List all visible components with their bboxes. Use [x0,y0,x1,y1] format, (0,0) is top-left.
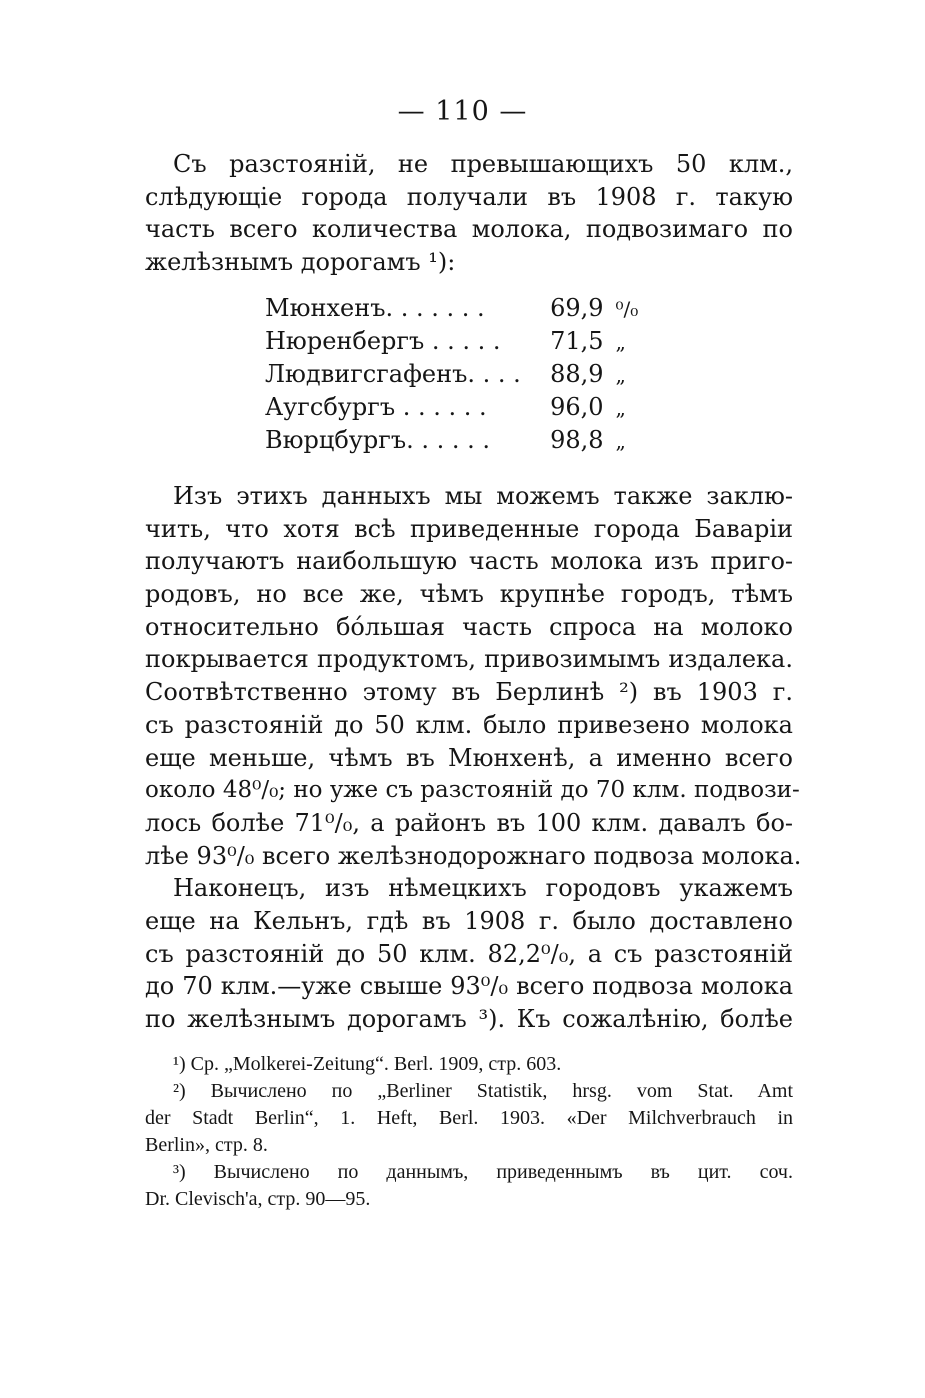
city-milk-share-table [265,292,665,457]
text-line: желѣзнымъ дорогамъ ¹): [145,248,456,277]
text-line: Съ разстояній, не превышающихъ 50 клм., [173,150,793,178]
city-unit: ⁰/₀ [615,297,639,321]
footnotes [145,1051,793,1213]
intro-paragraph [145,148,793,279]
text-line: Изъ этихъ данныхъ мы можемъ также заклю- [173,482,793,510]
city-unit: „ [615,363,626,387]
page-number: — 110 — [397,96,528,127]
footnote-line: ¹) Ср. „Molkerei-Zeitung“. Berl. 1909, стр. 603. [173,1053,562,1075]
table-row [265,391,665,424]
text-line: Соотвѣтственно этому въ Берлинѣ ²) въ 1903 г. [145,678,793,707]
text-line: еще на Кельнъ, гдѣ въ 1908 г. было доставлено [145,906,793,935]
city-value: 98,8 [550,426,604,454]
text-line: слѣдующіе города получали въ 1908 г. такую [145,182,793,211]
footnote-line: der Stadt Berlin“, 1. Heft, Berl. 1903. «Der Milchverbrauch in [145,1107,793,1129]
text-line: еще меньше, чѣмъ въ Мюнхенѣ, а именно всего [145,743,793,772]
text-line: лѣе 93⁰/₀ всего желѣзнодорожнаго подвоза молока. [145,841,802,870]
city-name: Нюренбергъ . . . . . [265,327,501,355]
text-line: покрывается продуктомъ, привозимымъ издалека. [145,645,793,674]
table-row [265,358,665,391]
text-line: относительно бо́льшая часть спроса на молоко [145,612,793,641]
city-name: Мюнхенъ. . . . . . . [265,294,485,322]
footnote-line: ²) Вычислено по „Berliner Statistik, hrsg. vom Stat. Amt [173,1080,793,1102]
text-line: лось болѣе 71⁰/₀, а районъ въ 100 клм. давалъ бо- [145,808,793,837]
city-name: Людвигсгафенъ. . . . [265,360,521,388]
main-paragraphs [145,480,802,1036]
city-unit: „ [615,429,626,453]
table-row [265,325,665,358]
table-row [265,424,665,457]
city-value: 88,9 [550,360,604,388]
text-line: Наконецъ, изъ нѣмецкихъ городовъ укажемъ [173,874,793,903]
text-line: родовъ, но все же, чѣмъ крупнѣе городъ, тѣмъ [145,580,793,609]
city-unit: „ [615,396,626,420]
city-name: Вюрцбургъ. . . . . . [265,426,491,454]
city-value: 96,0 [550,393,604,421]
city-value: 69,9 [550,294,604,322]
table-row [265,292,665,325]
footnote-line: Berlin», стр. 8. [145,1134,268,1156]
text-line: чить, что хотя всѣ приведенные города Баваріи [145,514,793,543]
city-name: Аугсбургъ . . . . . . [265,393,487,421]
text-line: по желѣзнымъ дорогамъ ³). Къ сожалѣнію, болѣе [145,1005,793,1033]
text-line: около 48⁰/₀; но уже съ разстояній до 70 клм. подвози- [145,777,800,804]
footnote-line: Dr. Clevisch'a, стр. 90—95. [145,1188,371,1210]
text-line: получаютъ наибольшую часть молока изъ приго- [145,547,793,576]
city-value: 71,5 [550,327,604,355]
footnote-line: ³) Вычислено по даннымъ, приведеннымъ въ цит. соч. [173,1161,793,1183]
text-line: до 70 клм.—уже свыше 93⁰/₀ всего подвоза молока [145,972,793,1001]
text-line: часть всего количества молока, подвозимаго по [145,215,793,244]
text-line: съ разстояній до 50 клм. было привезено молока [145,710,793,739]
text-line: съ разстояній до 50 клм. 82,2⁰/₀, а съ разстояній [145,939,793,968]
city-unit: „ [615,330,626,354]
